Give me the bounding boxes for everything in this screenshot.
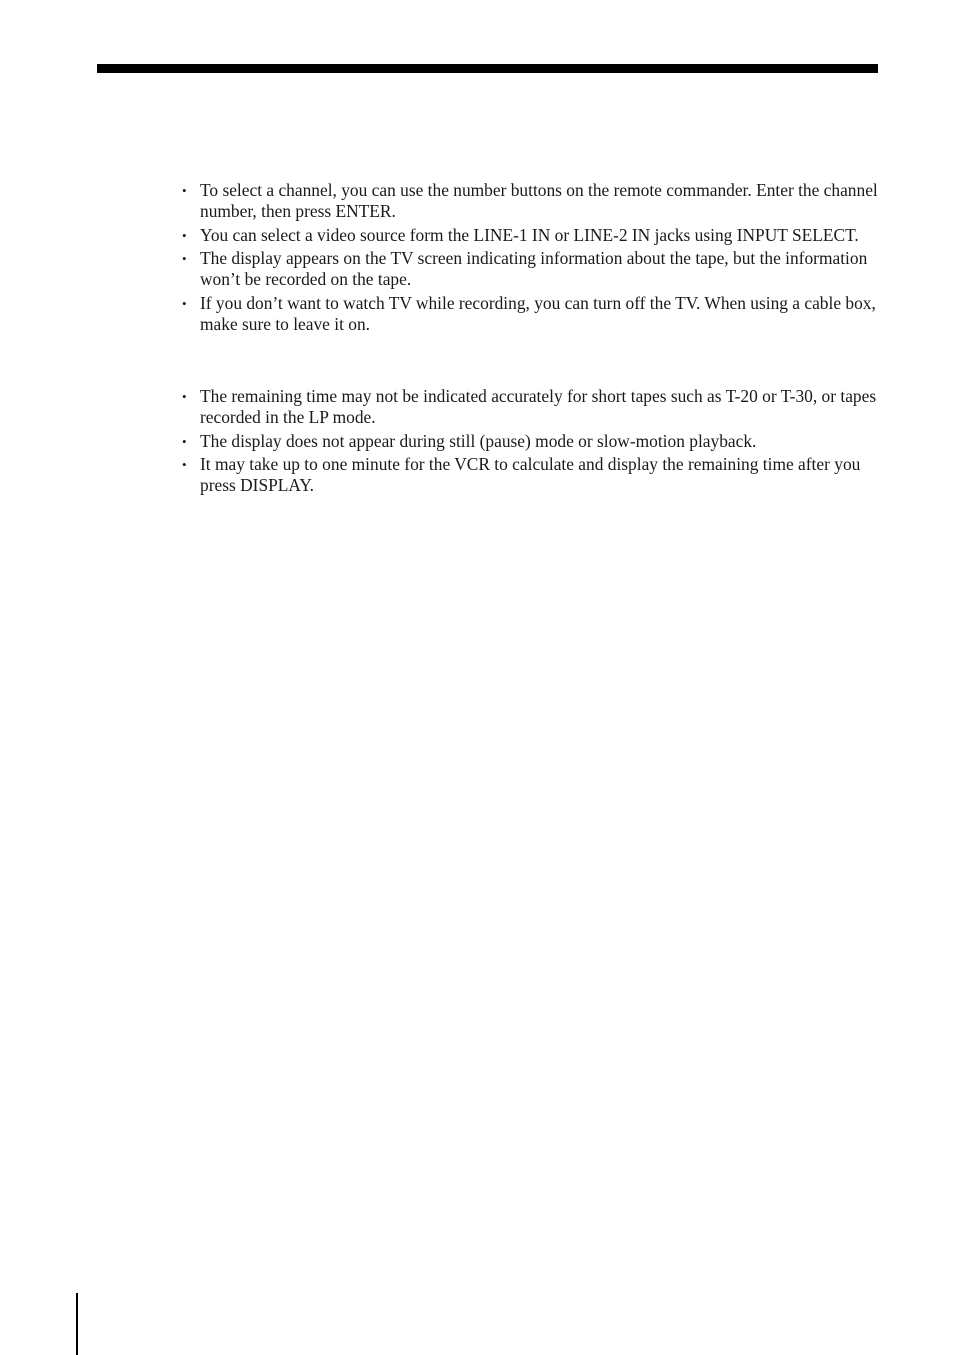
list-item	[180, 248, 880, 290]
list-item	[180, 431, 880, 452]
list-item	[180, 225, 880, 246]
bullet-icon: •	[182, 457, 187, 472]
list-item	[180, 180, 880, 222]
bullet-icon: •	[182, 251, 187, 266]
bullet-icon: •	[182, 227, 187, 243]
list-item-text: The display appears on the TV screen indicating information about the tape, but the information won’t be recorded on the tape.	[200, 248, 868, 289]
bullet-icon: •	[182, 433, 187, 449]
tips-list	[180, 180, 880, 337]
list-item-text: You can select a video source form the LINE-1 IN or LINE-2 IN jacks using INPUT SELECT.	[200, 224, 859, 245]
list-item-text: To select a channel, you can use the number buttons on the remote commander. Enter the channel number, then press ENTER.	[200, 180, 878, 221]
margin-rule	[76, 1293, 78, 1355]
bullet-icon: •	[182, 389, 187, 404]
list-item-text: The remaining time may not be indicated accurately for short tapes such as T-20 or T-30, or tapes recorded in the LP mode.	[200, 386, 877, 427]
header-rule	[97, 64, 878, 73]
list-item-text: The display does not appear during still (pause) mode or slow-motion playback.	[200, 430, 757, 451]
bullet-icon: •	[182, 295, 187, 311]
list-item	[180, 293, 880, 335]
list-item	[180, 386, 880, 428]
list-item	[180, 454, 880, 496]
notes-list	[180, 386, 880, 499]
list-item-text: It may take up to one minute for the VCR to calculate and display the remaining time after you press DISPLAY.	[200, 454, 861, 495]
bullet-icon: •	[182, 183, 187, 198]
list-item-text: If you don’t want to watch TV while recording, you can turn off the TV. When using a cable box, make sure to leave it on.	[200, 292, 876, 334]
